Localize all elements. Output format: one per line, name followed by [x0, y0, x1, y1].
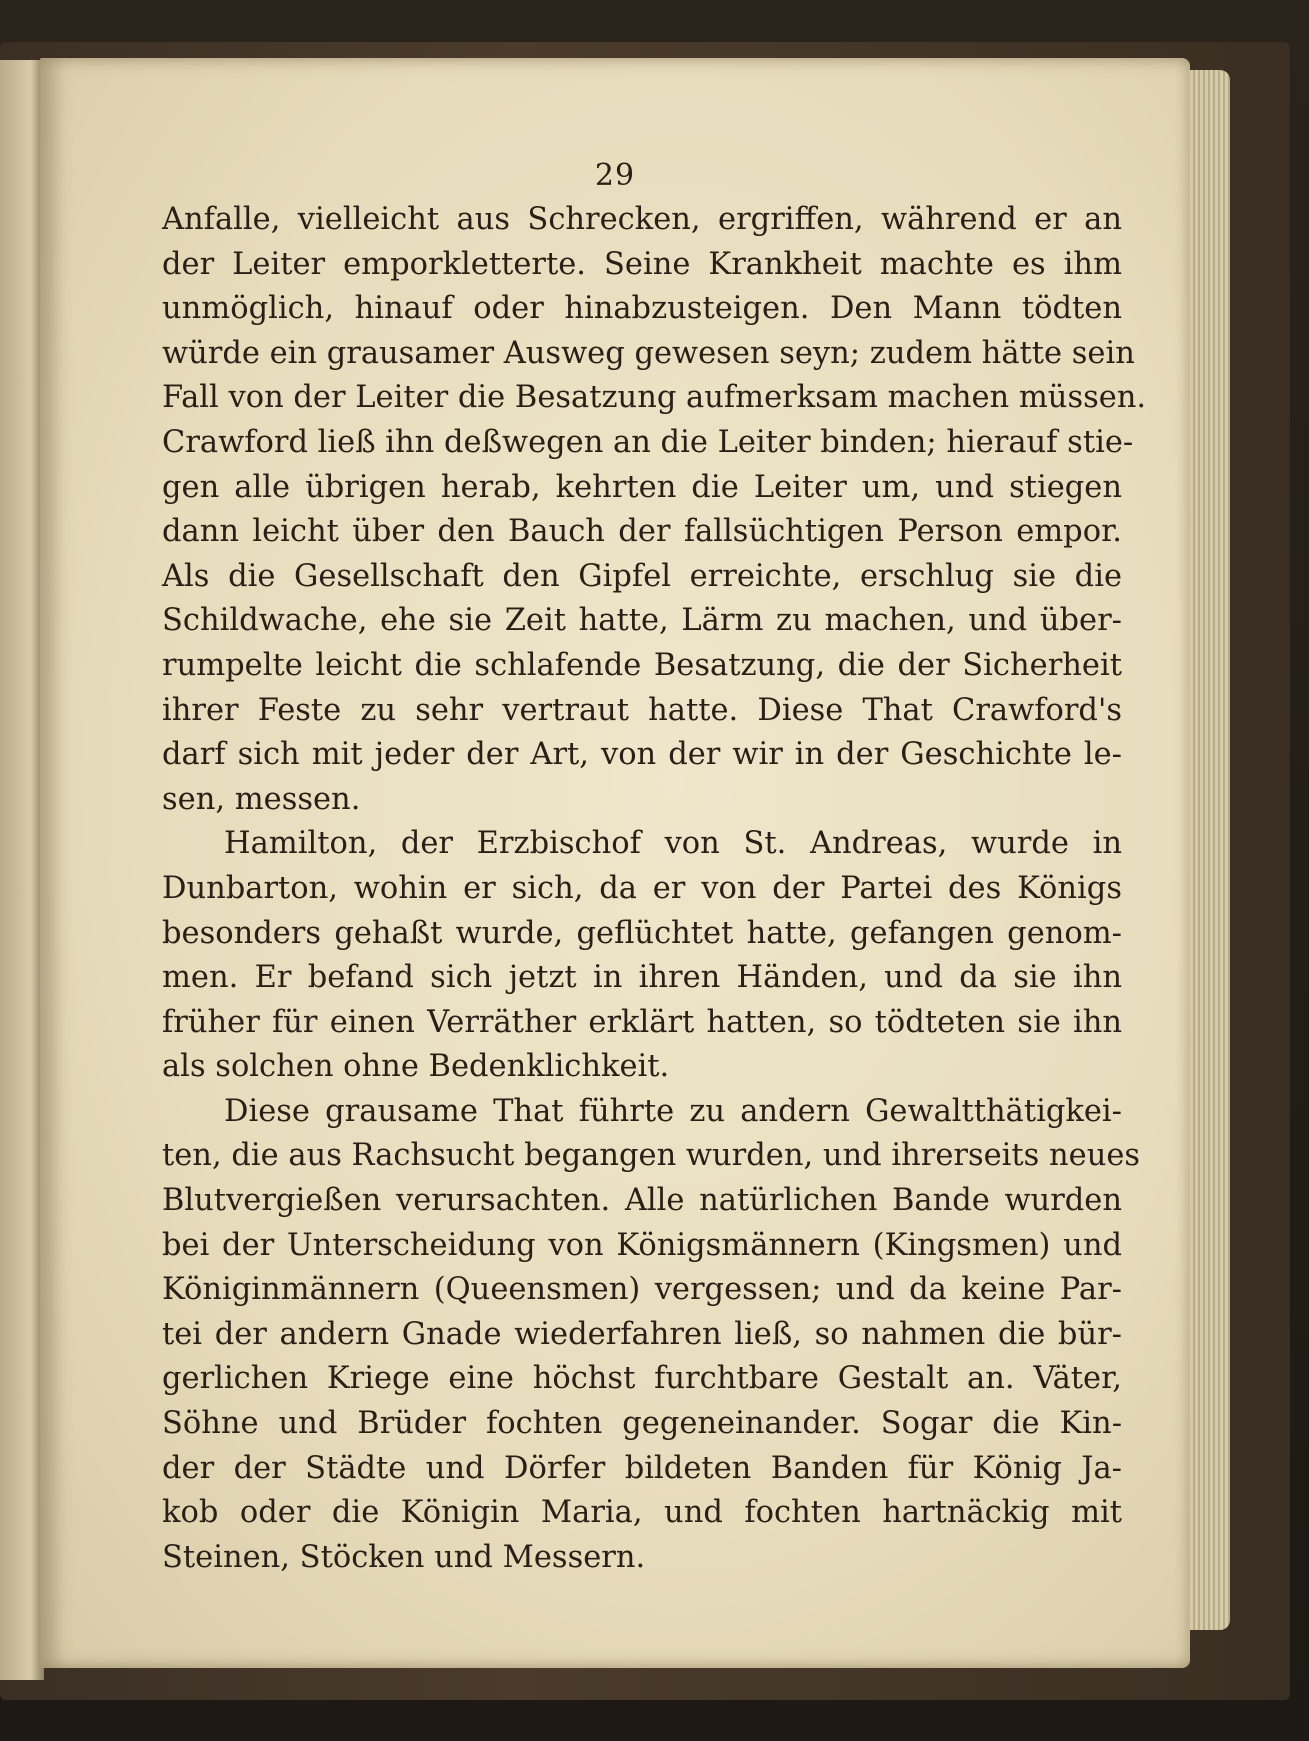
text-line: besonders gehaßt wurde, geflüchtet hatte, gefangen genom-: [162, 915, 1122, 951]
text-line: men. Er befand sich jetzt in ihren Händen, und da sie ihn: [162, 960, 1122, 996]
text-line: Anfalle, vielleicht aus Schrecken, ergriffen, während er an: [162, 202, 1122, 237]
text-line: sen, messen.: [162, 781, 361, 817]
text-line: ihrer Feste zu sehr vertraut hatte. Diese That Crawford's: [162, 692, 1122, 728]
text-line: bei der Unterscheidung von Königsmännern (Kingsmen) und: [162, 1227, 1122, 1263]
text-line: als solchen ohne Bedenklichkeit.: [162, 1049, 670, 1085]
body-text: [162, 198, 1147, 1580]
text-line: der der Städte und Dörfer bildeten Banden für König Ja-: [162, 1450, 1122, 1486]
text-line: dann leicht über den Bauch der fallsüchtigen Person empor.: [162, 514, 1122, 550]
text-line: gen alle übrigen herab, kehrten die Leiter um, und stiegen: [162, 469, 1122, 505]
text-line: Schildwache, ehe sie Zeit hatte, Lärm zu machen, und über-: [162, 603, 1122, 639]
text-line: tei der andern Gnade wiederfahren ließ, so nahmen die bür-: [162, 1316, 1122, 1352]
text-line: der Leiter emporkletterte. Seine Krankheit machte es ihm: [162, 246, 1122, 282]
text-line: Dunbarton, wohin er sich, da er von der Partei des Königs: [162, 870, 1122, 906]
text-line: Fall von der Leiter die Besatzung aufmerksam machen müssen.: [162, 380, 1147, 416]
text-line: Königinmännern (Queensmen) vergessen; und da keine Par-: [162, 1272, 1122, 1308]
text-line: rumpelte leicht die schlafende Besatzung, die der Sicherheit: [162, 647, 1122, 683]
text-line: Blutvergießen verursachten. Alle natürlichen Bande wurden: [162, 1183, 1122, 1219]
text-line: Hamilton, der Erzbischof von St. Andreas, wurde in: [224, 826, 1122, 862]
page-number: 29: [594, 158, 636, 193]
text-line: unmöglich, hinauf oder hinabzusteigen. Den Mann tödten: [162, 291, 1122, 327]
text-line: darf sich mit jeder der Art, von der wir in der Geschichte le-: [162, 737, 1122, 773]
text-line: ten, die aus Rachsucht begangen wurden, und ihrerseits neues: [162, 1138, 1141, 1174]
text-line: Diese grausame That führte zu andern Gewaltthätigkei-: [224, 1093, 1122, 1129]
book-page: [40, 58, 1190, 1668]
text-line: Crawford ließ ihn deßwegen an die Leiter binden; hierauf stie-: [162, 424, 1134, 460]
text-line: gerlichen Kriege eine höchst furchtbare Gestalt an. Väter,: [162, 1361, 1122, 1397]
text-line: würde ein grausamer Ausweg gewesen seyn; zudem hätte sein: [162, 335, 1135, 371]
left-page-edge: [0, 60, 44, 1680]
text-line: Söhne und Brüder fochten gegeneinander. Sogar die Kin-: [162, 1406, 1122, 1442]
text-line: kob oder die Königin Maria, und fochten hartnäckig mit: [162, 1495, 1122, 1531]
text-line: Steinen, Stöcken und Messern.: [162, 1539, 646, 1575]
text-line: früher für einen Verräther erklärt hatten, so tödteten sie ihn: [162, 1004, 1122, 1040]
text-line: Als die Gesellschaft den Gipfel erreichte, erschlug sie die: [162, 558, 1122, 594]
